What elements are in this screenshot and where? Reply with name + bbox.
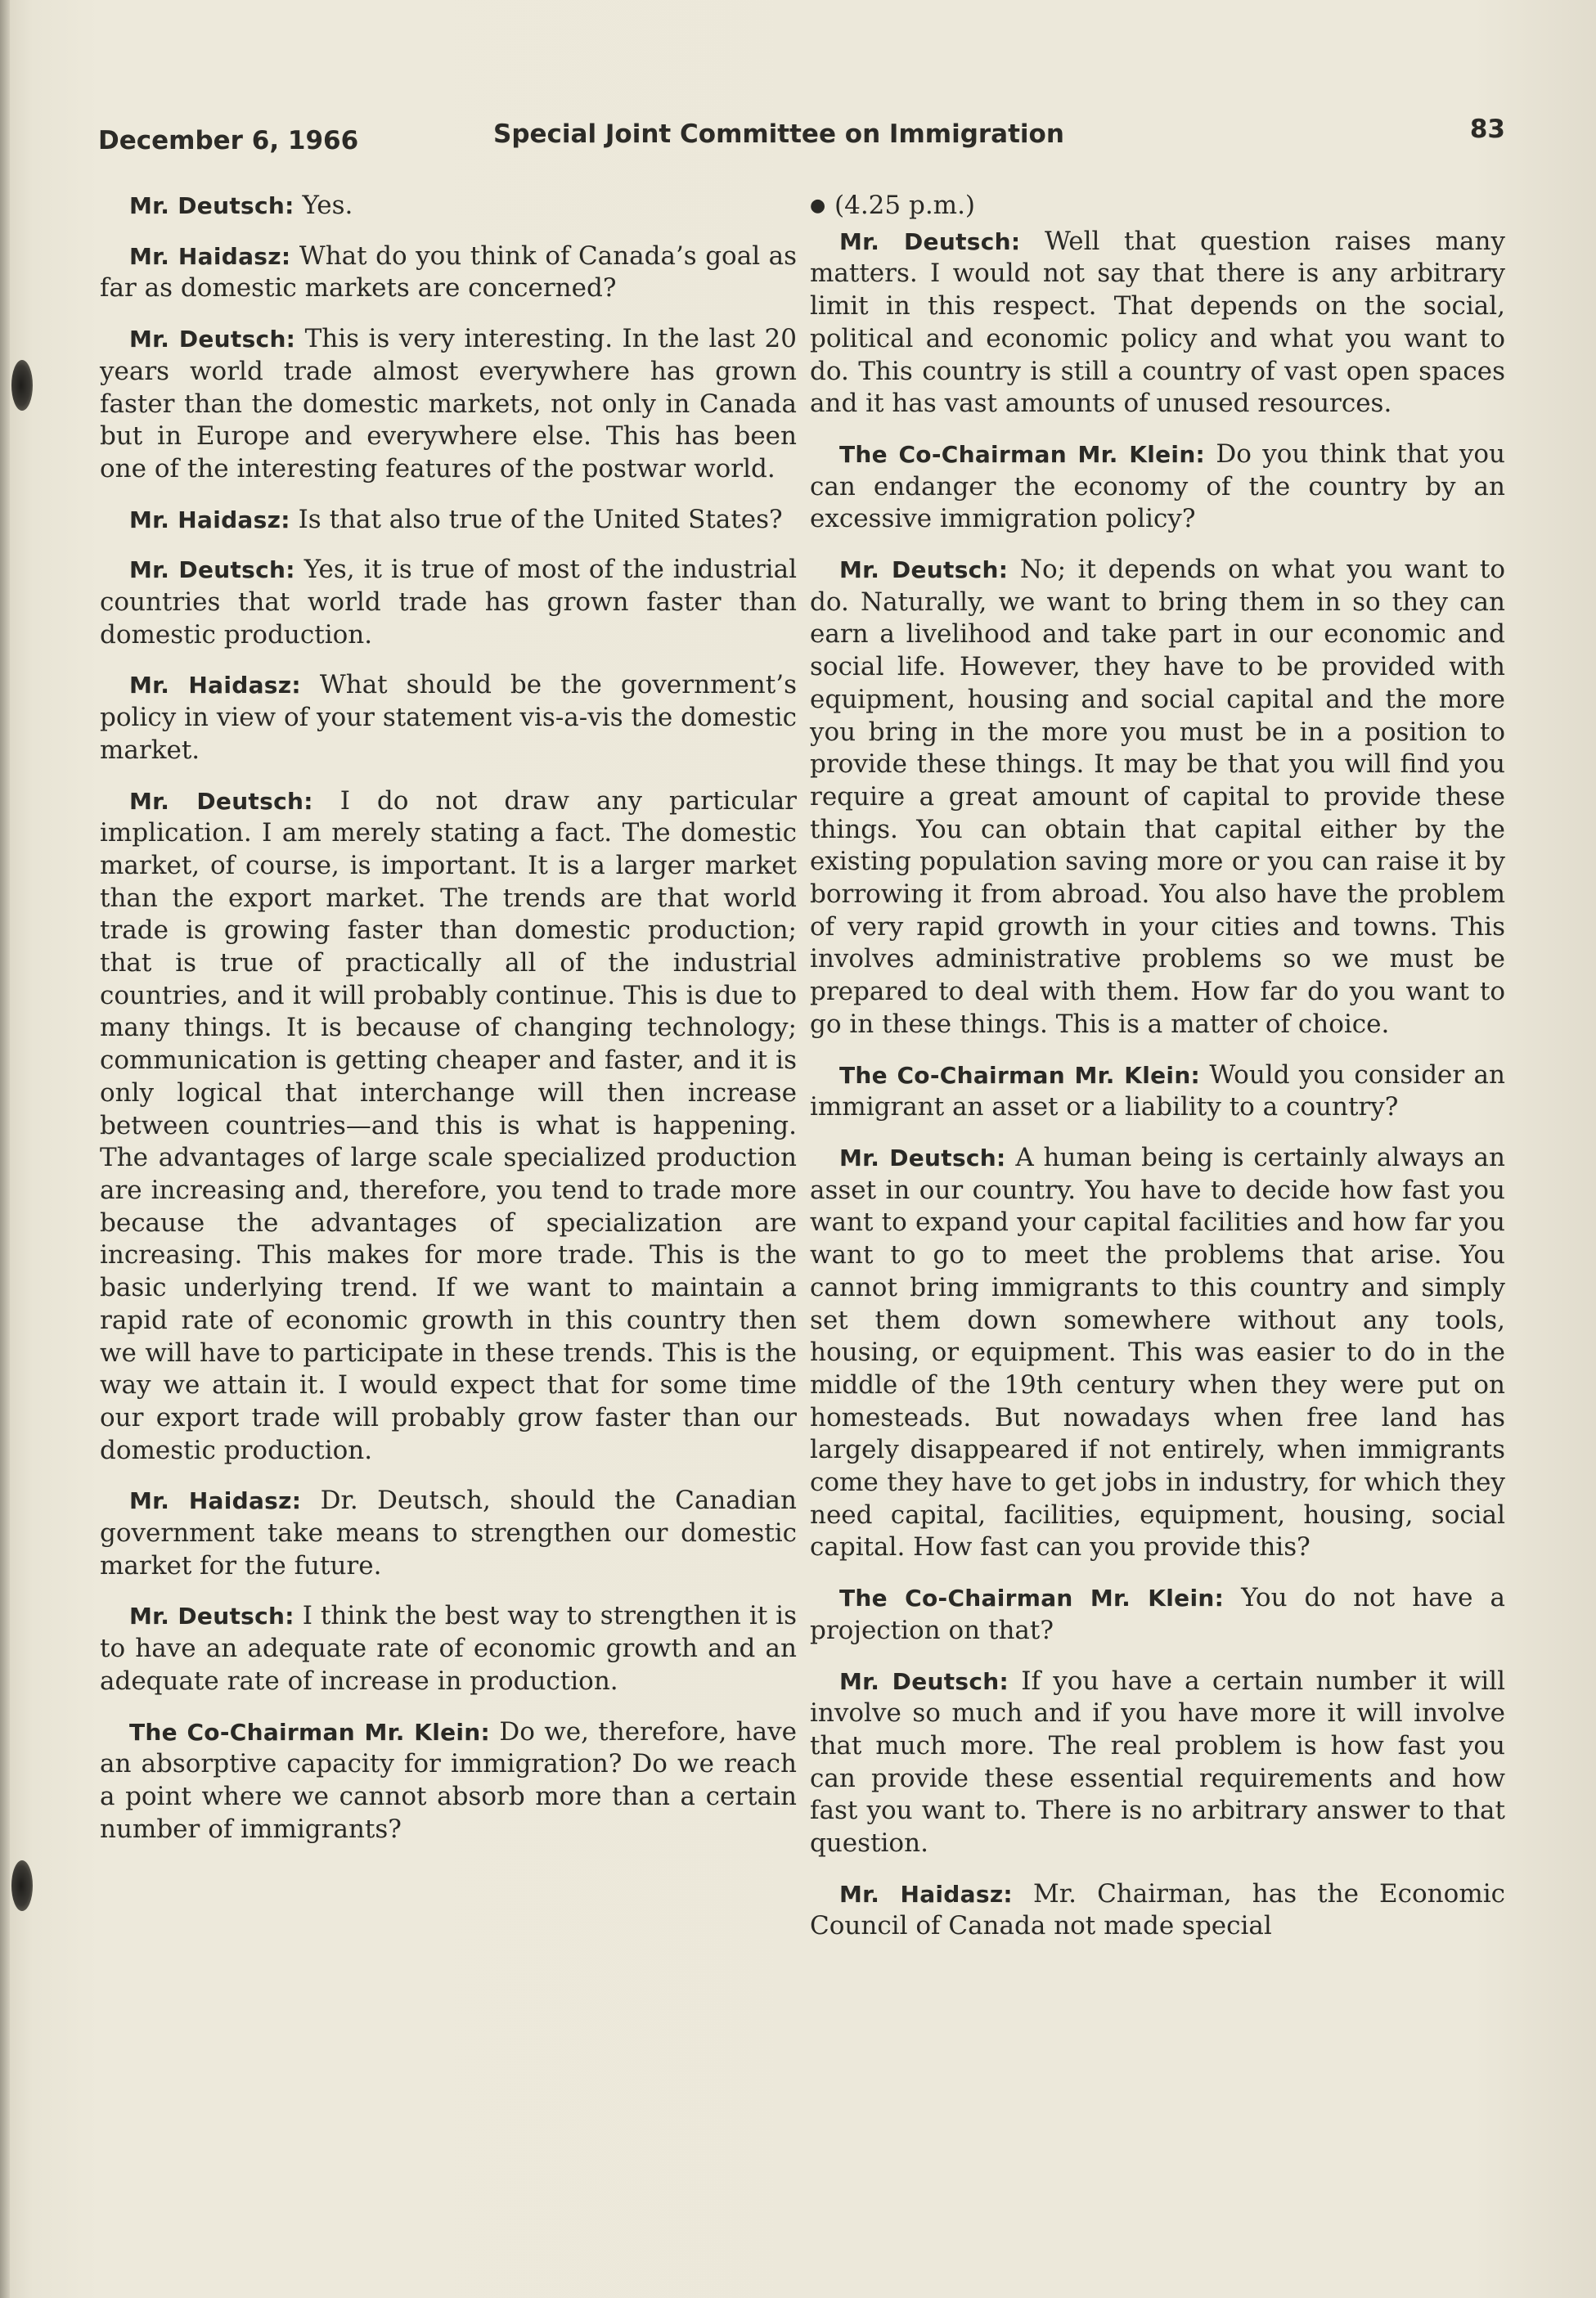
paragraph [810, 1142, 1505, 1564]
paragraph-text: You do not have a projection on that? [810, 1583, 1506, 1645]
paragraph [100, 1600, 797, 1698]
paragraph [100, 241, 797, 305]
paragraph-text: Dr. Deutsch, should the Canadian government take means to strengthen our domestic market for the future. [100, 1486, 797, 1581]
speaker-name: Mr. Deutsch: [839, 556, 1009, 584]
paragraph-text: No; it depends on what you want to do. Naturally, we want to bring them in so they can earn a livelihood and take part in our economic and social life. However, they have to be provided with equipment, housing and social capital and the more you bring in the more you must be in a position to provide these things. It may be that you will find you require a great amount of capital to provide these things. You can obtain that capital either by the existing population saving more or you can raise it by borrowing it from abroad. You also have the problem of very rapid growth in your cities and towns. This involves administrative problems so we must be prepared to deal with them. How far do you want to go in these things. This is a matter of choice. [810, 555, 1505, 1039]
speaker-name: The Co-Chairman Mr. Klein: [839, 1061, 1201, 1089]
speaker-name: Mr. Deutsch: [129, 326, 296, 353]
paragraph [100, 669, 797, 767]
paragraph-text: Would you consider an immigrant an asset or a liability to a country? [810, 1059, 1505, 1122]
paragraph [100, 504, 797, 537]
paragraph-text: This is very interesting. In the last 20 years world trade almost everywhere has grown faster than the domestic markets, not only in Canada but in Europe and everywhere else. This has been one of the interesting features of the postwar world. [100, 324, 797, 483]
speaker-name: Mr. Haidasz: [839, 1880, 1013, 1908]
bullet-icon: ● [810, 196, 826, 216]
header-title: Special Joint Committee on Immigration [493, 119, 1064, 149]
paragraph-text: Do you think that you can endanger the economy of the country by an excessive immigration policy? [810, 438, 1505, 534]
paragraph [100, 1716, 797, 1846]
speaker-name: The Co-Chairman Mr. Klein: [129, 1718, 491, 1746]
paragraph-text: Do we, therefore, have an absorptive capacity for immigration? Do we reach a point where we cannot absorb more than a certain number of immigrants? [100, 1716, 798, 1844]
paragraph-text: I think the best way to strengthen it is to have an adequate rate of economic growth and an adequate rate of increase in production. [100, 1601, 797, 1696]
paragraph [810, 1878, 1505, 1943]
paragraph [100, 323, 797, 486]
header-date: December 6, 1966 [98, 126, 359, 155]
speaker-name: Mr. Deutsch: [129, 1603, 294, 1630]
speaker-name: Mr. Haidasz: [129, 672, 301, 699]
speaker-name: Mr. Deutsch: [129, 192, 294, 219]
paragraph-text: Yes, it is true of most of the industrial countries that world trade has grown faster than domestic production. [100, 555, 797, 650]
paragraph-text: If you have a certain number it will involve so much and if you have more it will involve that much more. The real problem is how fast you can provide these essential requirements and how fast you want to. There is no arbitrary answer to that question. [810, 1666, 1505, 1859]
paragraph-text: I do not draw any particular implication. I am merely stating a fact. The domestic market, of course, is important. It is a larger market than the export market. The trends are that world trade is growing faster than domestic production; that is true of practically all of the industrial countries, and it will probably continue. This is due to many things. It is because of changing technology; communication is getting cheaper and faster, and it is only logical that interchange will then increase between countries—and this is what is happening. The advantages of large scale specialized production are increasing and, therefore, you tend to trade more because the advantages of specialization are increasing. This makes for more trade. This is the basic underlying trend. If we want to maintain a rapid rate of economic growth in this country then we will have to participate in these trends. This is the way we attain it. I would expect that for some time our export trade will probably grow faster than our domestic production. [100, 785, 797, 1465]
page-header [98, 115, 1505, 164]
speaker-name: Mr. Deutsch: [839, 1144, 1006, 1171]
speaker-name: Mr. Deutsch: [129, 787, 313, 815]
speaker-name: Mr. Deutsch: [129, 556, 295, 584]
paragraph [100, 554, 797, 651]
punch-hole-bottom [11, 1860, 33, 1911]
speaker-name: Mr. Deutsch: [839, 227, 1021, 255]
left-column [100, 190, 797, 1864]
paragraph-text: Mr. Chairman, has the Economic Council of Canada not made special [810, 1878, 1505, 1941]
paragraph [810, 226, 1505, 420]
time-marker [810, 190, 1505, 223]
binding-edge [0, 0, 10, 2298]
paragraph [100, 190, 797, 223]
paragraph [810, 1666, 1505, 1860]
right-column [810, 190, 1505, 1961]
paragraph-text: Well that question raises many matters. I would not say that there is any arbitrary limit in this respect. That depends on the social, political and economic policy and what you want to do. This country is still a country of vast open spaces and it has vast amounts of unused resources. [810, 226, 1505, 419]
paragraph [100, 1485, 797, 1582]
paragraph-text: A human being is certainly always an asset in our country. You have to decide how fast you want to expand your capital facilities and how far you want to go to meet the problems that arise. You cannot bring immigrants to this country and simply set them down somewhere without any tools, housing, or equipment. This was easier to do in the middle of the 19th century when they were put on homesteads. But nowadays when free land has largely disappeared if not entirely, when immigrants come they have to get jobs in industry, for which they need capital, facilities, equipment, housing, social capital. How fast can you provide this? [810, 1142, 1505, 1563]
punch-hole-top [11, 360, 33, 411]
speaker-name: The Co-Chairman Mr. Klein: [839, 1585, 1225, 1612]
paragraph-text: Is that also true of the United States? [298, 504, 783, 534]
time-marker-text: (4.25 p.m.) [834, 191, 976, 220]
paragraph [810, 1582, 1505, 1647]
paragraph [810, 1059, 1505, 1124]
paragraph-text: What should be the government’s policy in view of your statement vis-a-vis the domestic market. [100, 670, 797, 765]
paragraph-text: What do you think of Canada’s goal as far as domestic markets are concerned? [100, 241, 797, 304]
paragraph [810, 438, 1505, 536]
speaker-name: Mr. Haidasz: [129, 506, 290, 533]
speaker-name: Mr. Haidasz: [129, 242, 291, 270]
paragraph [810, 554, 1505, 1041]
speaker-name: The Co-Chairman Mr. Klein: [839, 440, 1206, 468]
paragraph [100, 785, 797, 1468]
speaker-name: Mr. Haidasz: [129, 1487, 302, 1515]
speaker-name: Mr. Deutsch: [839, 1667, 1009, 1695]
paragraph-text: Yes. [302, 191, 353, 220]
page-number: 83 [1469, 115, 1505, 144]
